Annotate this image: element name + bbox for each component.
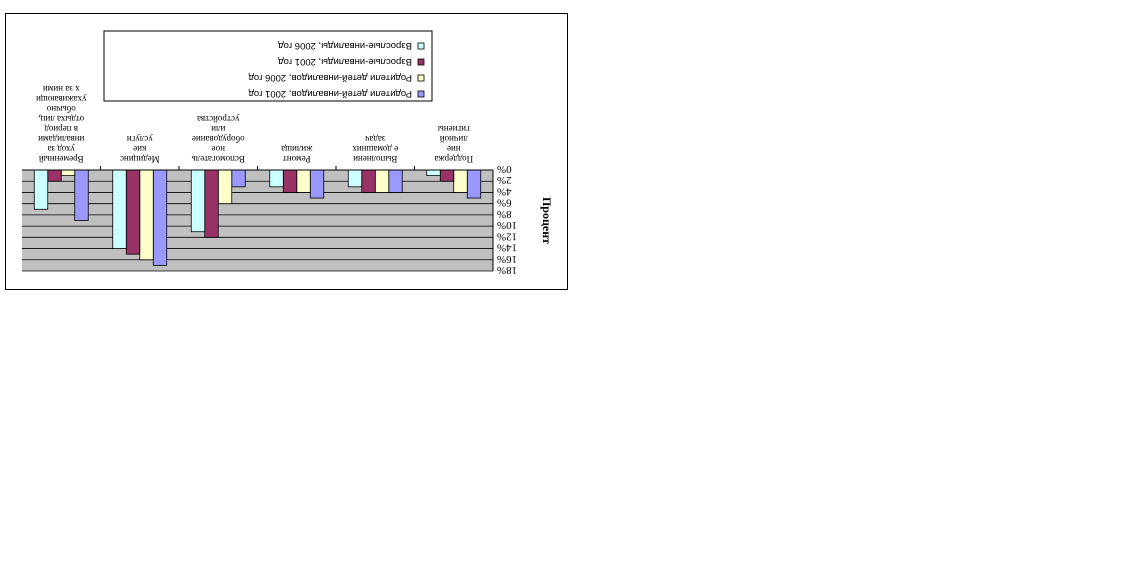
bar	[348, 170, 362, 187]
bar	[297, 170, 311, 192]
legend-label: Взрослые-инвалиды, 2001 год	[278, 56, 412, 67]
bar	[113, 170, 127, 249]
y-tick-label: 6%	[497, 196, 512, 209]
y-tick-label: 2%	[497, 174, 512, 187]
y-tick-label: 16%	[497, 252, 518, 265]
bar	[205, 170, 219, 237]
category-label: Выполнение домашнихзадач	[352, 134, 399, 164]
y-tick-label: 12%	[497, 230, 518, 243]
bar	[75, 170, 89, 221]
chart-frame	[5, 13, 568, 290]
y-tick-label: 14%	[497, 241, 518, 254]
y-tick-label: 8%	[497, 207, 512, 220]
bar	[191, 170, 205, 232]
category-label: Временныйуход заинвалидамив периодотдыха лиц,обычноухаживающих за ними	[35, 84, 87, 164]
y-axis-title: Процент	[540, 196, 554, 245]
bar	[153, 170, 167, 265]
bar	[467, 170, 481, 198]
plot-area	[22, 170, 493, 271]
legend-label: Взрослые-инвалиды, 2006 год	[278, 40, 412, 51]
bar	[140, 170, 154, 260]
y-tick-label: 4%	[497, 185, 512, 198]
bar-chart	[6, 14, 567, 289]
bar	[310, 170, 324, 198]
legend-swatch	[418, 43, 424, 49]
legend-swatch	[418, 91, 424, 97]
bar	[126, 170, 140, 254]
bar	[427, 170, 441, 176]
bar	[362, 170, 376, 192]
category-label: Поддержаниеличнойгигиены	[434, 124, 474, 164]
chart-rotated-container	[6, 14, 567, 289]
bar	[389, 170, 403, 192]
legend-swatch	[418, 59, 424, 65]
bar	[375, 170, 389, 192]
bar	[283, 170, 297, 192]
category-label: Вспомогательноеоборудованиеилиустройства	[191, 114, 245, 164]
bar	[270, 170, 284, 187]
bar	[61, 170, 75, 176]
legend-label: Родители детей-инвалидов, 2001 год	[248, 88, 412, 99]
category-label: Медицинскиеуслуги	[119, 134, 160, 164]
y-tick-label: 0%	[497, 163, 512, 175]
category-label: Ремонтжилища	[281, 144, 313, 164]
y-tick-label: 10%	[497, 219, 518, 232]
y-tick-label: 18%	[497, 264, 518, 276]
bar	[34, 170, 48, 209]
bar	[48, 170, 62, 181]
legend-label: Родители детей-инвалидов, 2006 год	[248, 72, 412, 83]
legend-swatch	[418, 75, 424, 81]
bar	[440, 170, 454, 181]
bar	[454, 170, 468, 192]
bar	[232, 170, 246, 187]
bar	[218, 170, 232, 204]
